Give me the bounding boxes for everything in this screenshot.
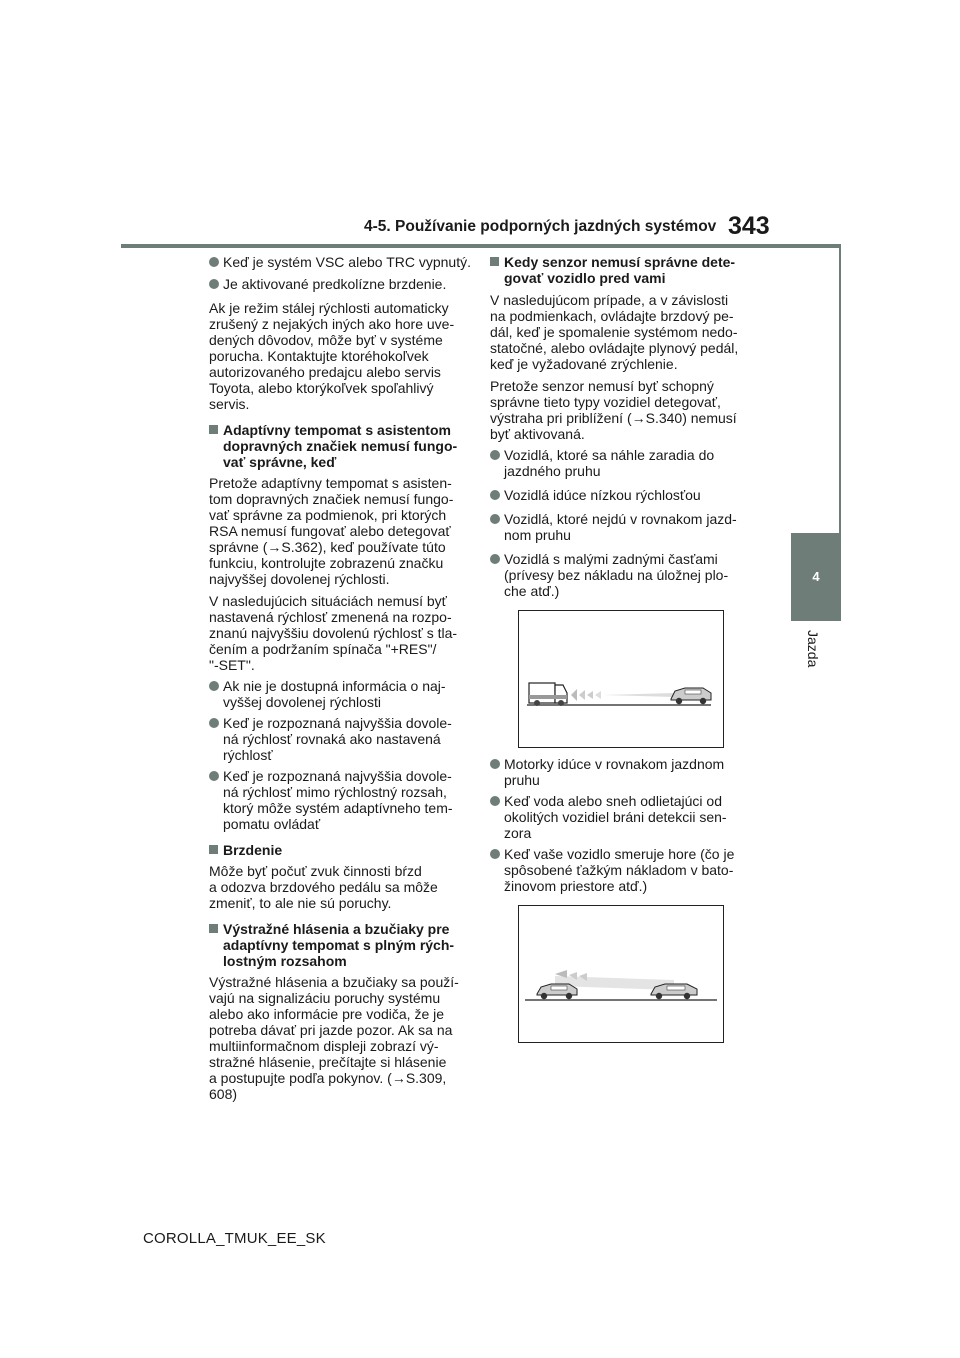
line: Výstražné hlásenia a bzučiaky sa použí- <box>209 974 459 990</box>
bullet-item <box>209 276 471 292</box>
line: ktorý môže systém adaptívneho tem- <box>223 800 453 816</box>
line: Môže byť počuť zvuk činnosti bŕzd <box>209 863 422 879</box>
paragraph <box>209 863 471 911</box>
line: Keď voda alebo sneh odlietajúci od <box>504 793 722 809</box>
uphill-car-diagram <box>519 906 723 1042</box>
line: dopravných značiek nemusí fungo- <box>223 438 458 454</box>
line: vať správne, keď <box>223 454 337 470</box>
line: "-SET". <box>209 657 255 673</box>
line: správne (→S.362), keď používate túto <box>209 539 446 555</box>
bullet-item <box>490 793 752 841</box>
line: výstraha pri priblížení (→S.340) nemusí <box>490 410 737 426</box>
line: Výstražné hlásenia a bzučiaky pre <box>223 921 450 937</box>
bullet-item <box>209 254 471 270</box>
line: keď je vyžadované zrýchlenie. <box>490 356 678 372</box>
line: zmeniť, to ale nie sú poruchy. <box>209 895 392 911</box>
footer-doc-code: COROLLA_TMUK_EE_SK <box>143 1230 326 1247</box>
line: nastavená rýchlosť zmenená na rozpo- <box>209 609 452 625</box>
line: ná rýchlosť mimo rýchlostný rozsah, <box>223 784 447 800</box>
section-heading <box>209 842 471 858</box>
paragraph <box>209 475 471 587</box>
bullet-item <box>490 846 752 894</box>
bullet-item <box>490 756 752 788</box>
line: multiinformačnom displeji zobrazí vý- <box>209 1038 439 1054</box>
line: Keď je rozpoznaná najvyššia dovole- <box>223 715 452 731</box>
bullet-text: Je aktivované predkolízne brzdenie. <box>223 276 447 292</box>
line: najvyššej dovolenej rýchlosti. <box>209 571 390 587</box>
side-tab-bar <box>839 248 841 533</box>
line: (prívesy bez nákladu na úložnej plo- <box>504 567 729 583</box>
paragraph <box>209 593 471 673</box>
section-heading <box>209 422 471 470</box>
header-rule <box>121 244 841 248</box>
line: V nasledujúcich situáciách nemusí byť <box>209 593 447 609</box>
line: a postupujte podľa pokynov. (→S.309, <box>209 1070 447 1086</box>
line: znanú najvyššiu dovolenú rýchlosť s tla- <box>209 625 458 641</box>
line: RSA nemusí fungovať alebo detegovať <box>209 523 451 539</box>
line: Vozidlá s malými zadnými časťami <box>504 551 718 567</box>
line: dených dôvodov, môže byť v systéme <box>209 332 443 348</box>
line: Brzdenie <box>223 842 283 858</box>
line: čením a podržaním spínača "+RES"/ <box>209 641 437 657</box>
line: lostným rozsahom <box>223 953 347 969</box>
line: zora <box>504 825 532 841</box>
line: potreba dávať pri jazde pozor. Ak sa na <box>209 1022 453 1038</box>
paragraph <box>209 974 471 1102</box>
line: zrušený z nejakých iných ako hore uve- <box>209 316 455 332</box>
line: vať správne za podmienok, pri ktorých <box>209 507 447 523</box>
line: vajú na signalizáciu poruchy systému <box>209 990 441 1006</box>
line: Kedy senzor nemusí správne dete- <box>504 254 736 270</box>
line: jazdného pruhu <box>504 463 601 479</box>
line: dál, keď je spomalenie systémom nedo- <box>490 324 738 340</box>
line: porucha. Kontaktujte ktoréhokoľvek <box>209 348 429 364</box>
truck-trailer-diagram <box>519 611 723 747</box>
line: stražné hlásenie, prečítajte si hlásenie <box>209 1054 447 1070</box>
line: vyššej dovolenej rýchlosti <box>223 694 381 710</box>
line: Toyota, alebo ktorýkoľvek spoľahlivý <box>209 380 434 396</box>
line: alebo ako informácie pre vodiča, že je <box>209 1006 445 1022</box>
bullet-item <box>490 551 752 599</box>
bullet-text: Keď je systém VSC alebo TRC vypnutý. <box>223 254 472 270</box>
line: správne tieto typy vozidiel detegovať, <box>490 394 721 410</box>
line: tom dopravných značiek nemusí fungo- <box>209 491 454 507</box>
left-column <box>209 254 471 1102</box>
bullet-item <box>209 715 471 763</box>
paragraph <box>490 378 752 442</box>
line: statočné, alebo ovládajte plynový pedál, <box>490 340 739 356</box>
section-title: 4-5. Používanie podporných jazdných systémov <box>364 218 717 235</box>
line: na podmienkach, ovládajte brzdový pe- <box>490 308 734 324</box>
line: govať vozidlo pred vami <box>504 270 666 286</box>
line: spôsobené ťažkým nákladom v bato- <box>504 862 734 878</box>
illustration-truck-trailer <box>518 610 724 748</box>
bullet-item <box>490 447 752 479</box>
line: Ak nie je dostupná informácia o naj- <box>223 678 446 694</box>
line: Keď je rozpoznaná najvyššia dovole- <box>223 768 452 784</box>
section-heading <box>490 254 752 286</box>
line: Ak je režim stálej rýchlosti automaticky <box>209 300 449 316</box>
line: che atď.) <box>504 583 560 599</box>
line: nom pruhu <box>504 527 571 543</box>
bullet-item <box>490 487 752 503</box>
line: adaptívny tempomat s plným rých- <box>223 937 455 953</box>
illustration-uphill-car <box>518 905 724 1043</box>
line: okolitých vozidiel bráni detekcii sen- <box>504 809 727 825</box>
line: servis. <box>209 396 250 412</box>
line: V nasledujúcom prípade, a v závislosti <box>490 292 729 308</box>
line: Vozidlá idúce nízkou rýchlosťou <box>504 487 701 503</box>
line: pomatu ovládať <box>223 816 321 832</box>
line: Pretože senzor nemusí byť schopný <box>490 378 714 394</box>
line: Pretože adaptívny tempomat s asisten- <box>209 475 452 491</box>
line: Adaptívny tempomat s asistentom <box>223 422 451 438</box>
section-heading <box>209 921 471 969</box>
paragraph <box>209 300 471 412</box>
line: Motorky idúce v rovnakom jazdnom <box>504 756 725 772</box>
line: autorizovaného predajcu alebo servis <box>209 364 441 380</box>
chapter-tab[interactable]: 4 <box>791 533 841 621</box>
line: a odozva brzdového pedálu sa môže <box>209 879 438 895</box>
bullet-item <box>490 511 752 543</box>
bullet-item <box>209 768 471 832</box>
line: rýchlosť <box>223 747 273 763</box>
right-column <box>490 254 752 1043</box>
line: ná rýchlosť rovnaká ako nastavená <box>223 731 441 747</box>
paragraph <box>490 292 752 372</box>
line: 608) <box>209 1086 238 1102</box>
line: Keď vaše vozidlo smeruje hore (čo je <box>504 846 735 862</box>
bullet-item <box>209 678 471 710</box>
page-number: 343 <box>728 212 770 240</box>
line: Vozidlá, ktoré nejdú v rovnakom jazd- <box>504 511 737 527</box>
line: žinovom priestore atď.) <box>504 878 648 894</box>
line: funkciu, kontrolujte zobrazenú značku <box>209 555 444 571</box>
line: byť aktivovaná. <box>490 426 585 442</box>
chapter-label: Jazda <box>805 630 821 668</box>
line: pruhu <box>504 772 540 788</box>
line: Vozidlá, ktoré sa náhle zaradia do <box>504 447 715 463</box>
